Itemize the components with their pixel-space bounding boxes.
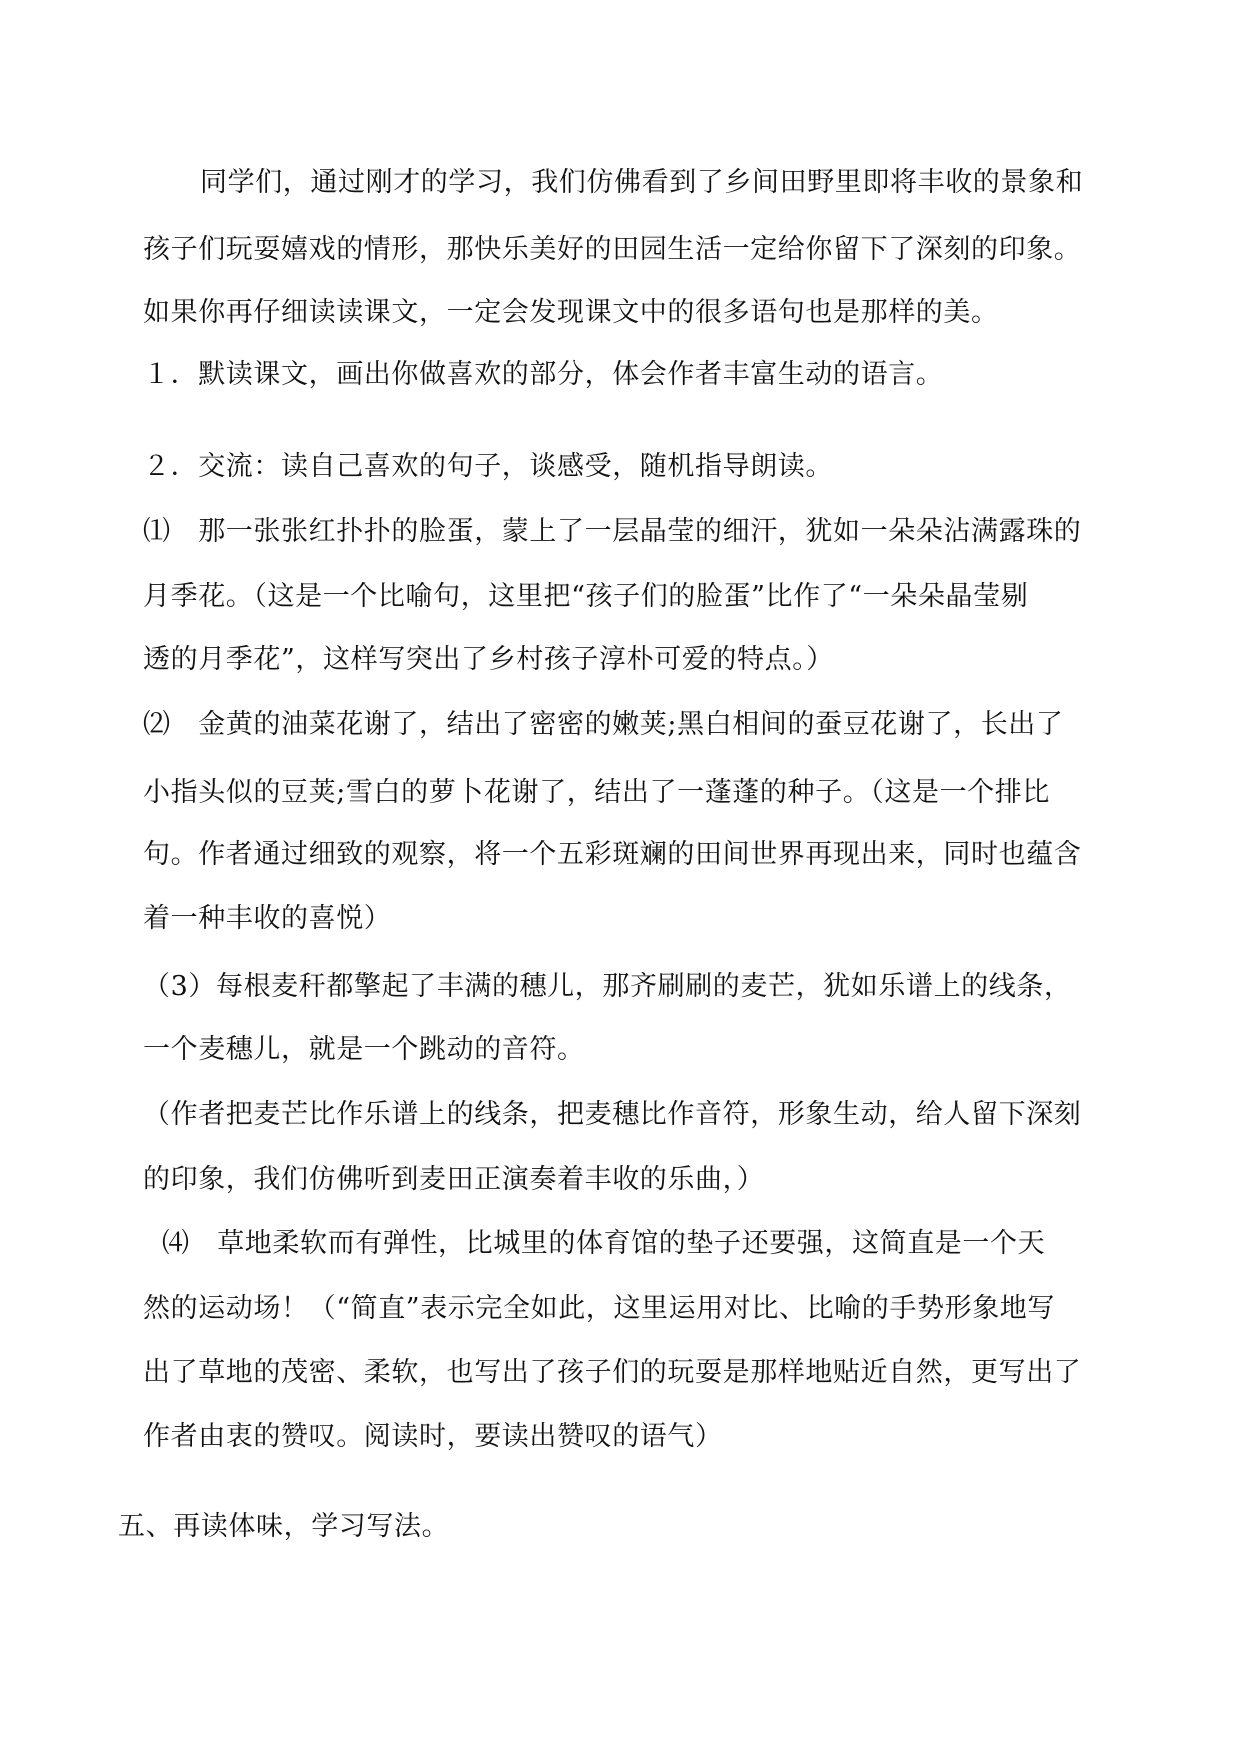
text-line-1: 同学们，通过刚才的学习，我们仿佛看到了乡间田野里即将丰收的景象和: [200, 167, 1084, 198]
text-line-15: （作者把麦芒比作乐谱上的线条，把麦穗比作音符，形象生动，给人留下深刻: [143, 1099, 1082, 1130]
text-line-7: 月季花。（这是一个比喻句，这里把“孩子们的脸蛋”比作了“一朵朵晶莹剔: [143, 581, 1029, 612]
text-line-17: ⑷ 草地柔软而有弹性，比城里的体育馆的垫子还要强，这简直是一个天: [162, 1228, 1046, 1259]
text-line-10: 小指头似的豆荚;雪白的萝卜花谢了，结出了一蓬蓬的种子。（这是一个排比: [143, 777, 1050, 808]
text-line-19: 出了草地的茂密、柔软，也写出了孩子们的玩耍是那样地贴近自然，更写出了: [143, 1357, 1082, 1388]
text-line-18: 然的运动场！（“简直”表示完全如此，这里运用对比、比喻的手势形象地写: [143, 1293, 1056, 1324]
text-line-13: （3）每根麦秆都擎起了丰满的穗儿，那齐刷刷的麦芒，犹如乐谱上的线条，: [143, 971, 1072, 1002]
text-line-20: 作者由衷的赞叹。阅读时，要读出赞叹的语气）: [143, 1421, 723, 1452]
text-line-2: 孩子们玩耍嬉戏的情形，那快乐美好的田园生活一定给你留下了深刻的印象。: [143, 234, 1082, 265]
text-line-16: 的印象，我们仿佛听到麦田正演奏着丰收的乐曲，）: [143, 1164, 765, 1195]
text-line-3: 如果你再仔细读读课文，一定会发现课文中的很多语句也是那样的美。: [143, 297, 999, 328]
text-line-8: 透的月季花”，这样写突出了乡村孩子淳朴可爱的特点。）: [143, 644, 834, 675]
text-line-4: １．默读课文，画出你做喜欢的部分，体会作者丰富生动的语言。: [143, 359, 944, 390]
text-line-6: ⑴ 那一张张红扑扑的脸蛋，蒙上了一层晶莹的细汗，犹如一朵朵沾满露珠的: [143, 516, 1082, 547]
section-heading: 五、再读体味，学习写法。: [118, 1511, 450, 1542]
text-line-14: 一个麦穗儿，就是一个跳动的音符。: [143, 1034, 585, 1065]
text-line-11: 句。作者通过细致的观察，将一个五彩斑斓的田间世界再现出来，同时也蕴含: [143, 839, 1082, 870]
text-line-12: 着一种丰收的喜悦）: [143, 903, 392, 934]
text-line-5: ２．交流：读自己喜欢的句子，谈感受，随机指导朗读。: [143, 451, 833, 482]
text-line-9: ⑵ 金黄的油菜花谢了，结出了密密的嫩荚;黑白相间的蚕豆花谢了，长出了: [143, 709, 1064, 740]
